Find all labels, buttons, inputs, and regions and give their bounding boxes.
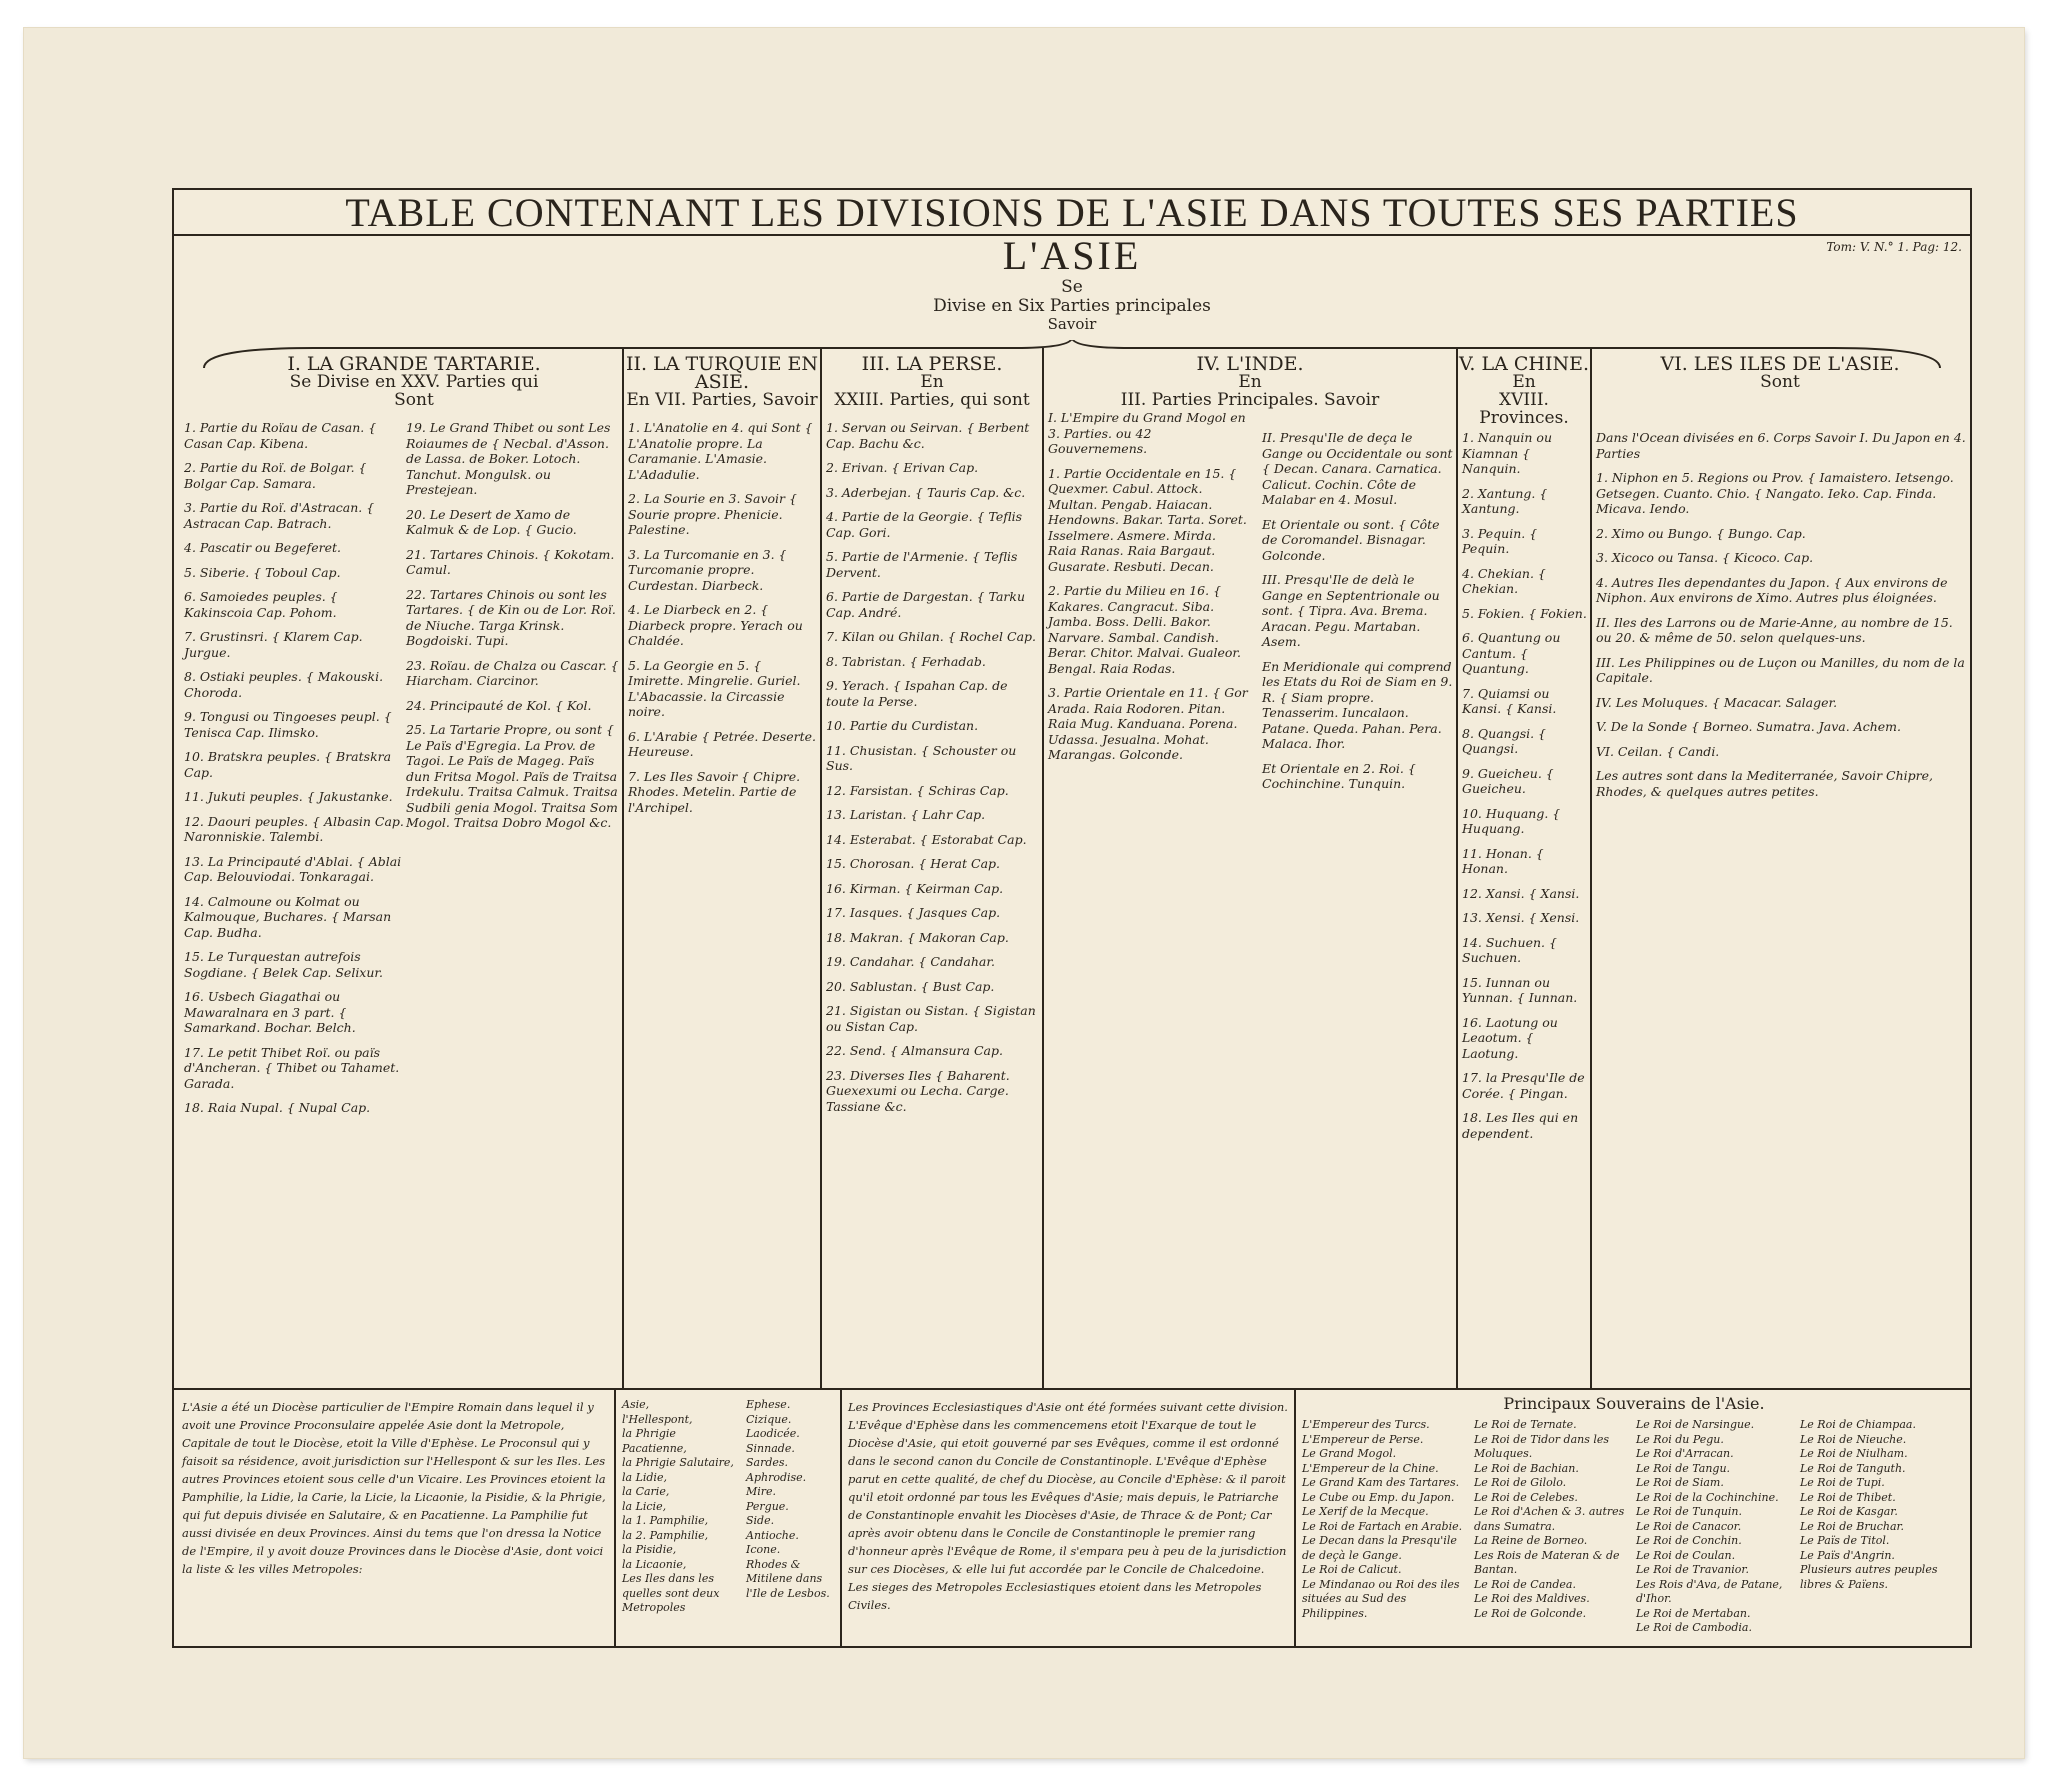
list-item: Ephese.	[746, 1398, 791, 1411]
list-item: Le Roi des Maldives.	[1474, 1592, 1590, 1605]
souverains-list-2	[1474, 1418, 1632, 1621]
list-item: 15. Chorosan. { Herat Cap.	[826, 856, 1000, 871]
list-item: la Pisidie,	[622, 1543, 677, 1556]
list-item: 6. Partie de Dargestan. { Tarku Cap. André.	[826, 589, 1026, 620]
divider	[840, 1388, 842, 1646]
list-item: Le Cube ou Emp. du Japon.	[1302, 1490, 1455, 1504]
page-title: TABLE CONTENANT LES DIVISIONS DE L'ASIE DANS TOUTES SES PARTIES	[174, 190, 1970, 236]
list-item: Le Roi de Bruchar.	[1800, 1519, 1905, 1533]
list-item: Le Roi de Travanior.	[1636, 1563, 1749, 1576]
list-item: la Carie,	[622, 1485, 670, 1498]
list-item: Pergue.	[746, 1499, 789, 1513]
list-item: 10. Partie du Curdistan.	[826, 718, 979, 733]
list-item: Le Roi de Tangu.	[1636, 1461, 1731, 1475]
list-item: 8. Tabristan. { Ferhadab.	[826, 653, 986, 669]
col-head-tartarie: I. LA GRANDE TARTARIE. Se Divise en XXV. Parties qui Sont	[287, 353, 541, 410]
list-item: 7. Kilan ou Ghilan. { Rochel Cap.	[826, 629, 1037, 644]
bottom-rule	[174, 1388, 1970, 1390]
list-item: 8. Ostiaki peuples. { Makouski. Choroda.	[184, 669, 384, 700]
divider	[1042, 348, 1044, 1388]
list-item: 5. Partie de l'Armenie. { Teflis Dervent.	[826, 549, 1018, 580]
list-item: 1. Partie du Roïau de Casan. { Casan Cap. Kibena.	[184, 420, 377, 451]
list-item: Le Grand Kam des Tartares.	[1302, 1476, 1460, 1489]
list-item: 1. Partie Occidentale en 15. { Quexmer. Cabul. Attock. Multan. Pengab. Haiacan. Hendowns. Bakar. Tarta. Soret. Isselmere. Asmere. Mirda. Raia Ranas. Raia Bargaut. Gusarate. Resbuti. Decan.	[1048, 465, 1247, 574]
list-item: 7. Les Iles Savoir { Chipre. Rhodes. Metelin. Partie de l'Archipel.	[628, 768, 801, 815]
list-item: 12. Farsistan. { Schiras Cap.	[826, 782, 1009, 798]
list-item: Le Roi de Candea.	[1474, 1577, 1576, 1591]
perse-list	[826, 420, 1040, 1123]
list-item: L'Empereur de Perse.	[1302, 1432, 1424, 1446]
col-head-iles: VI. LES ILES DE L'ASIE. Sont	[1660, 353, 1900, 392]
list-item: Cizique.	[746, 1412, 792, 1426]
list-item: la Licaonie,	[622, 1557, 687, 1571]
list-item: Le Roi de Chiampaa.	[1800, 1418, 1916, 1431]
ecclesiastiques-text: Les Provinces Ecclesiastiques d'Asie ont été formées suivant cette division. L'Evêque d'Ephèse dans les commencemens etoit l'Exarque de tout le Diocèse d'Asie, qui etoit gouverné par ses Evêques, comme il est ordonné dans le second canon du Concile de Constantinople. L'Evêque d'Ephèse parut en cette qualité, de chef du Diocèse, au Concile d'Ephèse: & il paroit qu'il etoit ordonné par tous les Evêques d'Asie; mais depuis, le Patriarche de Constantinople envahit les Diocèses d'Asie, de Thrace & de Pont; Car après avoir obtenu dans le Concile de Constantinople le premier rang d'honneur après l'Evêque de Rome, il s'empara peu à peu de la jurisdiction sur ces Diocèses, & elle lui fut accordée par le Concile de Chalcedoine. Les sieges des Metropoles Ecclesiastiques etoient dans les Metropoles Civiles.	[848, 1400, 1292, 1612]
list-item: II. Presqu'Ile de deça le Gange ou Occidentale ou sont { Decan. Canara. Carnatica. Calicut. Cochin. Côte de Malabar en 4. Mosul.	[1262, 430, 1453, 507]
list-item: 7. Grustinsri. { Klarem Cap. Jurgue.	[184, 629, 363, 660]
list-item: 4. Le Diarbeck en 2. { Diarbeck propre. Yerach ou Chaldée.	[628, 602, 803, 648]
list-item: 1. Niphon en 5. Regions ou Prov. { Iamaistero. Ietsengo. Getsegen. Cuanto. Chio. { Nangato. Ieko. Cap. Finda. Micava. Iendo.	[1596, 470, 1954, 516]
paper-sheet	[24, 28, 2024, 1758]
souverains-list-3	[1636, 1418, 1796, 1636]
list-item: 20. Le Desert de Xamo de Kalmuk & de Lop. { Gucio.	[406, 506, 577, 537]
list-item: III. Presqu'Ile de delà le Gange en Septentrionale ou sont. { Tipra. Ava. Brema. Aracan. Pegu. Martaban. Asem.	[1262, 572, 1440, 649]
list-item: 17. la Presqu'Ile de Corée. { Pingan.	[1462, 1070, 1585, 1101]
list-item: 3. Partie du Roï. d'Astracan. { Astracan Cap. Batrach.	[184, 500, 375, 531]
list-item: 22. Send. { Almansura Cap.	[826, 1043, 1003, 1058]
divider	[1590, 348, 1592, 1388]
list-item: Aphrodise.	[746, 1470, 807, 1484]
list-item: Les Iles dans les quelles sont deux Metropoles	[622, 1572, 720, 1614]
inde-mogol-list	[1048, 410, 1248, 772]
list-item: Mire.	[746, 1485, 777, 1498]
list-item: Le Mindanao ou Roi des iles situées au Sud des Philippines.	[1302, 1577, 1460, 1620]
tartarie-list-a	[184, 420, 404, 1125]
list-item: 5. Siberie. { Toboul Cap.	[184, 564, 341, 580]
list-item: 11. Jukuti peuples. { Jakustanke.	[184, 789, 393, 804]
list-item: 20. Sablustan. { Bust Cap.	[826, 978, 995, 994]
col-head-turquie: II. LA TURQUIE EN ASIE. En VII. Parties, Savoir	[626, 353, 818, 410]
list-item: Le Roi de la Cochinchine.	[1636, 1490, 1779, 1504]
list-item: 23. Roïau. de Chalza ou Cascar. { Hiarcham. Ciarcinor.	[406, 657, 619, 688]
list-item: Le Roi de Narsingue.	[1636, 1418, 1755, 1431]
list-item: 21. Sigistan ou Sistan. { Sigistan ou Sistan Cap.	[826, 1003, 1036, 1034]
list-item: 24. Principauté de Kol. { Kol.	[406, 697, 592, 713]
list-item: Le Roi d'Achen & 3. autres dans Sumatra.	[1474, 1505, 1625, 1533]
list-item: Et Orientale en 2. Roi. { Cochinchine. Tunquin.	[1262, 760, 1416, 791]
list-item: 17. Iasques. { Jasques Cap.	[826, 905, 1001, 920]
list-item: Le Roi de Coulan.	[1636, 1548, 1736, 1562]
list-item: Le Roi de Fartach en Arabie.	[1302, 1519, 1463, 1533]
souverains-list-1	[1302, 1418, 1470, 1621]
list-item: 16. Kirman. { Keirman Cap.	[826, 880, 1004, 896]
list-item: 6. Quantung ou Cantum. { Quantung.	[1462, 630, 1561, 676]
iles-list	[1596, 430, 1966, 808]
list-item: Le Païs d'Angrin.	[1800, 1548, 1895, 1562]
list-item: 14. Calmoune ou Kolmat ou Kalmouque, Buchares. { Marsan Cap. Budha.	[184, 893, 392, 940]
list-item: 2. Partie du Roï. de Bolgar. { Bolgar Cap. Samara.	[184, 460, 367, 491]
list-item: 14. Suchuen. { Suchuen.	[1462, 934, 1557, 965]
list-item: Le Grand Mogol.	[1302, 1447, 1397, 1460]
divider	[622, 348, 624, 1388]
list-item: 4. Chekian. { Chekian.	[1462, 565, 1546, 596]
list-item: Les Rois de Materan & de Bantan.	[1474, 1548, 1620, 1576]
list-item: V. De la Sonde { Borneo. Sumatra. Java. Achem.	[1596, 719, 1901, 734]
list-item: Le Roi de Ternate.	[1474, 1418, 1577, 1431]
list-item: Rhodes & Mitilene dans l'Ile de Lesbos.	[746, 1557, 830, 1600]
list-item: 9. Tongusi ou Tingoeses peupl. { Tenisca Cap. Ilimsko.	[184, 709, 392, 740]
list-item: 1. Servan ou Seirvan. { Berbent Cap. Bachu &c.	[826, 420, 1030, 451]
divider	[614, 1388, 616, 1646]
souverains-title: Principaux Souverains de l'Asie.	[1503, 1394, 1765, 1413]
list-item: 18. Makran. { Makoran Cap.	[826, 929, 1009, 945]
metropoles-list	[746, 1398, 838, 1601]
list-item: 5. La Georgie en 5. { Imirette. Mingrelie. Guriel. L'Abacassie. la Circassie noire.	[628, 657, 801, 719]
inde-presquile-list	[1262, 430, 1454, 801]
list-item: 14. Esterabat. { Estorabat Cap.	[826, 831, 1027, 847]
list-item: 5. Fokien. { Fokien.	[1462, 605, 1587, 621]
list-item: En Meridionale qui comprend les Etats du Roi de Siam en 9. R. { Siam propre. Tenasserim. Iuncalaon. Patane. Queda. Pahan. Pera. Malaca. Ihor.	[1262, 658, 1453, 751]
divider	[1456, 348, 1458, 1388]
turquie-list	[628, 420, 818, 824]
list-item: Plusieurs autres peuples libres & Païens.	[1800, 1563, 1938, 1591]
list-item: Le Roi de Cambodia.	[1636, 1621, 1752, 1634]
list-item: Le Roi de Siam.	[1636, 1476, 1724, 1489]
list-item: la 1. Pamphilie,	[622, 1514, 709, 1527]
list-item: Laodicée.	[746, 1427, 800, 1440]
list-item: Les Rois d'Ava, de Patane, d'Ihor.	[1636, 1577, 1783, 1605]
list-item: Le Roi de Celebes.	[1474, 1490, 1578, 1504]
list-item: 2. Ximo ou Bungo. { Bungo. Cap.	[1596, 525, 1806, 541]
list-item: la Phrigie Pacatienne,	[622, 1427, 687, 1455]
list-item: Le Roi d'Arracan.	[1636, 1447, 1734, 1460]
list-item: I. L'Empire du Grand Mogol en 3. Parties. ou 42 Gouvernemens.	[1048, 410, 1246, 456]
list-item: 13. La Principauté d'Ablai. { Ablai Cap. Belouviodai. Tonkaragai.	[184, 853, 402, 884]
list-item: la Phrigie Salutaire,	[622, 1456, 734, 1469]
list-item: 22. Tartares Chinois ou sont les Tartares. { de Kin ou de Lor. Roï. de Niuche. Targa Krinsk. Bogdoiski. Tupi.	[406, 586, 616, 648]
asie-divise: Divise en Six Parties principales	[933, 296, 1211, 316]
list-item: 4. Autres Iles dependantes du Japon. { Aux environs de Niphon. Aux environs de Ximo. Autres plus éloignées.	[1596, 574, 1948, 605]
list-item: 2. Partie du Milieu en 16. { Kakares. Cangracut. Siba. Jamba. Boss. Delli. Bakor. Narvare. Sambal. Candish. Berar. Chitor. Malvai. Gualeor. Bengal. Raia Rodas.	[1048, 583, 1241, 676]
list-item: 3. Pequin. { Pequin.	[1462, 525, 1538, 556]
list-item: Le Roi de Nieuche.	[1800, 1432, 1907, 1446]
list-item: l'Hellespont,	[622, 1412, 693, 1426]
list-item: 3. Aderbejan. { Tauris Cap. &c.	[826, 484, 1026, 500]
list-item: Le Roi de Kasgar.	[1800, 1505, 1898, 1518]
list-item: 13. Xensi. { Xensi.	[1462, 910, 1580, 925]
list-item: la Lidie,	[622, 1470, 667, 1484]
list-item: Le Roi de Thibet.	[1800, 1490, 1896, 1504]
list-item: Le Païs de Titol.	[1800, 1534, 1890, 1547]
list-item: L'Empereur des Turcs.	[1302, 1418, 1430, 1431]
list-item: 15. Iunnan ou Yunnan. { Iunnan.	[1462, 974, 1578, 1005]
list-item: 16. Laotung ou Leaotum. { Laotung.	[1462, 1014, 1558, 1061]
list-item: 11. Chusistan. { Schouster ou Sus.	[826, 742, 1017, 773]
list-item: 2. La Sourie en 3. Savoir { Sourie propre. Phenicie. Palestine.	[628, 491, 797, 537]
list-item: Asie,	[622, 1398, 650, 1411]
list-item: Le Roi de Tidor dans les Moluques.	[1474, 1432, 1610, 1460]
list-item: Le Roi de Tunquin.	[1636, 1505, 1743, 1518]
col-head-chine: V. LA CHINE. En XVIII. Provinces.	[1458, 353, 1589, 428]
asie-se: Se	[1061, 277, 1083, 297]
list-item: Le Roi de Canacor.	[1636, 1519, 1742, 1533]
list-item: 11. Honan. { Honan.	[1462, 845, 1544, 876]
list-item: Sinnade.	[746, 1441, 795, 1455]
list-item: 2. Erivan. { Erivan Cap.	[826, 460, 979, 475]
list-item: 10. Huquang. { Huquang.	[1462, 805, 1561, 836]
souverains-list-4	[1800, 1418, 1966, 1592]
list-item: Le Roi de Calicut.	[1302, 1563, 1402, 1576]
list-item: la 2. Pamphilie,	[622, 1528, 709, 1542]
list-item: 2. Xantung. { Xantung.	[1462, 485, 1548, 516]
list-item: 19. Le Grand Thibet ou sont Les Roiaumes de { Necbal. d'Asson. de Lassa. de Boker. Lotoch. Tanchut. Mongulsk. ou Prestejean.	[406, 420, 611, 497]
list-item: 4. Partie de la Georgie. { Teflis Cap. Gori.	[826, 509, 1023, 540]
list-item: 21. Tartares Chinois. { Kokotam. Camul.	[406, 546, 615, 577]
list-item: 1. Nanquin ou Kiamnan { Nanquin.	[1462, 430, 1552, 476]
divider	[1294, 1388, 1296, 1646]
list-item: 8. Quangsi. { Quangsi.	[1462, 725, 1547, 756]
list-item: Les autres sont dans la Mediterranée, Savoir Chipre, Rhodes, & quelques autres petites.	[1596, 768, 1933, 799]
list-item: 12. Xansi. { Xansi.	[1462, 885, 1580, 901]
list-item: L'Empereur de la Chine.	[1302, 1461, 1439, 1475]
list-item: Side.	[746, 1514, 775, 1527]
list-item: Le Roi de Gilolo.	[1474, 1476, 1567, 1489]
list-item: la Licie,	[622, 1499, 667, 1513]
list-item: Le Roi de Tanguth.	[1800, 1461, 1906, 1475]
asie-savoir: Savoir	[1047, 315, 1097, 333]
list-item: 23. Diverses Iles { Baharent. Guexexumi ou Lecha. Carge. Tassiane &c.	[826, 1067, 1010, 1114]
list-item: 16. Usbech Giagathai ou Mawaralnara en 3 part. { Samarkand. Bochar. Belch.	[184, 989, 356, 1035]
list-item: La Reine de Borneo.	[1474, 1534, 1588, 1547]
list-item: 6. Samoiedes peuples. { Kakinscoia Cap. Pohom.	[184, 589, 338, 620]
provinces-list	[622, 1398, 742, 1616]
list-item: Le Xerif de la Mecque.	[1302, 1505, 1429, 1518]
list-item: 6. L'Arabie { Petrée. Deserte. Heureuse.	[628, 728, 816, 759]
list-item: VI. Ceilan. { Candi.	[1596, 743, 1720, 759]
divider	[820, 348, 822, 1388]
list-item: Le Roi de Bachian.	[1474, 1461, 1579, 1475]
list-item: 4. Pascatir ou Begeferet.	[184, 540, 341, 555]
col-head-inde: IV. L'INDE. En III. Parties Principales. Savoir	[1120, 353, 1380, 410]
tartarie-list-b	[406, 420, 620, 840]
list-item: Icone.	[746, 1543, 781, 1556]
list-item: Dans l'Ocean divisées en 6. Corps Savoir I. Du Japon en 4. Parties	[1596, 430, 1966, 461]
list-item: 19. Candahar. { Candahar.	[826, 954, 995, 969]
diocese-text: L'Asie a été un Diocèse particulier de l'Empire Romain dans lequel il y avoit une Province Proconsulaire appelée Asie dont la Metropole, Capitale de tout le Diocèse, etoit la Ville d'Ephèse. Le Proconsul qui y faisoit sa résidence, avoit jurisdiction sur l'Hellespont & sur les Iles. Les autres Provinces etoient sous celle d'un Vicaire. Les Provinces etoient la Pamphilie, la Lidie, la Carie, la Licie, la Licaonie, la Pisidie, & la Phrigie, qui fut depuis divisée en Salutaire, & en Pacatienne. La Pamphilie fut aussi divisée en deux Provinces. Ainsi du tems que l'on dressa la Notice de l'Empire, il y avoit douze Provinces dans le Diocèse d'Asie, dont voici la liste & les villes Metropoles:	[182, 1400, 610, 1576]
list-item: 9. Yerach. { Ispahan Cap. de toute la Perse.	[826, 678, 1008, 709]
list-item: 18. Raia Nupal. { Nupal Cap.	[184, 1100, 371, 1115]
list-item: Le Roi de Tupi.	[1800, 1476, 1885, 1489]
list-item: 7. Quiamsi ou Kansi. { Kansi.	[1462, 685, 1557, 716]
list-item: 3. La Turcomanie en 3. { Turcomanie propre. Curdestan. Diarbeck.	[628, 546, 787, 593]
list-item: 25. La Tartarie Propre, ou sont { Le Païs d'Egregia. La Prov. de Tagoi. Le Païs de Mageg. Païs dun Fritsa Mogol. Païs de Traitsa Irdekulu. Traitsa Calmuk. Traitsa Sudbili genia Mogol. Traitsa Som Mogol. Traitsa Dobro Mogol &c.	[406, 722, 618, 830]
list-item: Et Orientale ou sont. { Côte de Coromandel. Bisnagar. Golconde.	[1262, 516, 1440, 563]
col-head-perse: III. LA PERSE. En XXIII. Parties, qui sont	[834, 353, 1030, 410]
list-item: 13. Laristan. { Lahr Cap.	[826, 807, 986, 822]
list-item: 3. Partie Orientale en 11. { Gor Arada. Raia Rodoren. Pitan. Raia Mug. Kanduana. Porena. Udassa. Jesualna. Mohat. Marangas. Golconde.	[1048, 685, 1248, 762]
list-item: 3. Xicoco ou Tansa. { Kicoco. Cap.	[1596, 550, 1814, 565]
list-item: Le Decan dans la Presqu'ile de deçà le Gange.	[1302, 1534, 1457, 1562]
list-item: 10. Bratskra peuples. { Bratskra Cap.	[184, 749, 392, 780]
engraved-plate	[172, 188, 1972, 1648]
list-item: Le Roi de Golconde.	[1474, 1606, 1587, 1620]
page-reference: Tom: V. N.° 1. Pag: 12.	[1826, 240, 1962, 254]
list-item: 17. Le petit Thibet Roï. ou païs d'Ancheran. { Thibet ou Tahamet. Garada.	[184, 1044, 400, 1091]
list-item: 9. Gueicheu. { Gueicheu.	[1462, 765, 1554, 796]
asie-heading	[174, 234, 1970, 332]
list-item: Le Roi de Mertaban.	[1636, 1606, 1751, 1620]
list-item: Antioche.	[746, 1528, 799, 1542]
list-item: II. Iles des Larrons ou de Marie-Anne, au nombre de 15. ou 20. & même de 50. selon quelques-uns.	[1596, 614, 1953, 645]
list-item: IV. Les Moluques. { Macacar. Salager.	[1596, 694, 1838, 710]
list-item: Le Roi de Conchin.	[1636, 1534, 1742, 1547]
chine-list	[1462, 430, 1588, 1150]
list-item: Le Roi de Niulham.	[1800, 1447, 1908, 1460]
list-item: 1. L'Anatolie en 4. qui Sont { L'Anatolie propre. La Caramanie. L'Amasie. L'Adadulie.	[628, 420, 813, 482]
list-item: Le Roi du Pegu.	[1636, 1432, 1724, 1446]
asie-title: L'ASIE	[1002, 233, 1142, 278]
list-item: III. Les Philippines ou de Luçon ou Manilles, du nom de la Capitale.	[1596, 654, 1965, 685]
list-item: 15. Le Turquestan autrefois Sogdiane. { Belek Cap. Selixur.	[184, 949, 383, 980]
list-item: 18. Les Iles qui en dependent.	[1462, 1110, 1579, 1141]
list-item: 12. Daouri peuples. { Albasin Cap. Naronniskie. Talembi.	[184, 813, 404, 844]
list-item: Sardes.	[746, 1456, 789, 1469]
